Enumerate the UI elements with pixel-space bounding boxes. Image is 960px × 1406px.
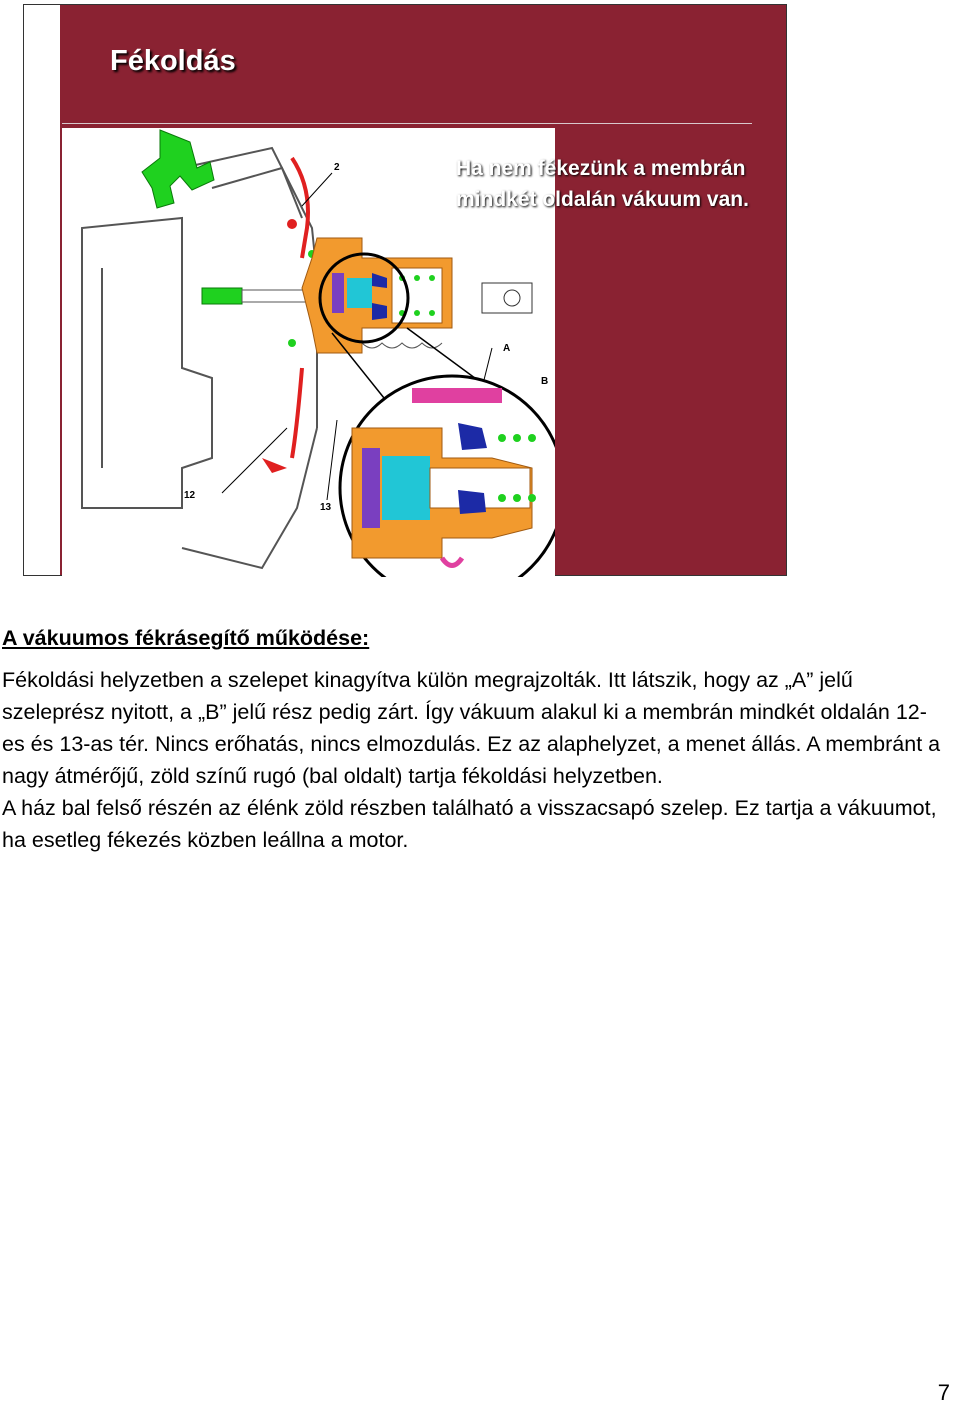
label-13: 13	[320, 502, 332, 513]
slide-title-rule	[62, 123, 752, 124]
green-piston	[202, 288, 242, 304]
text-content	[2, 622, 942, 856]
slide	[23, 4, 787, 576]
label-2: 2	[334, 162, 340, 173]
valve-piston	[347, 278, 372, 308]
housing-outline	[82, 148, 317, 568]
check-valve	[142, 130, 214, 208]
detail-circle-large	[340, 376, 555, 577]
label-a: A	[503, 343, 511, 354]
label-b: B	[541, 376, 549, 387]
section-heading: A vákuumos fékrásegítő működése:	[2, 626, 370, 650]
page-number: 7	[937, 1380, 950, 1405]
paragraph-2: A ház bal felső részén az élénk zöld részben található a visszacsapó szelep. Ez tartja a vákuumot, ha esetleg fékezés közben leállna a motor.	[2, 796, 937, 852]
diaphragm-upper	[292, 158, 308, 258]
reaction-plate	[332, 273, 344, 313]
slide-left-strip	[24, 5, 60, 575]
diaphragm-lower	[292, 368, 302, 458]
diaphragm-seal	[262, 458, 287, 473]
label-12: 12	[184, 490, 196, 501]
slide-title: Fékoldás	[110, 45, 236, 77]
slide-note: Ha nem fékezünk a membrán mindkét oldalán vákuum van.	[456, 157, 749, 211]
paragraph-1: Fékoldási helyzetben a szelepet kinagyítva külön megrajzolták. Itt látszik, hogy az „A” jelű szeleprész nyitott, a „B” jelű rész pedig zárt. Így vákuum alakul ki a membrán mindkét oldalán 12-es és 13-as tér. Nincs erőhatás, nincs elmozdulás. Ez az alaphelyzet, a menet állás. A membránt a nagy átmérőjű, zöld színű rugó (bal oldalt) tartja fékoldási helyzetben.	[2, 668, 941, 788]
